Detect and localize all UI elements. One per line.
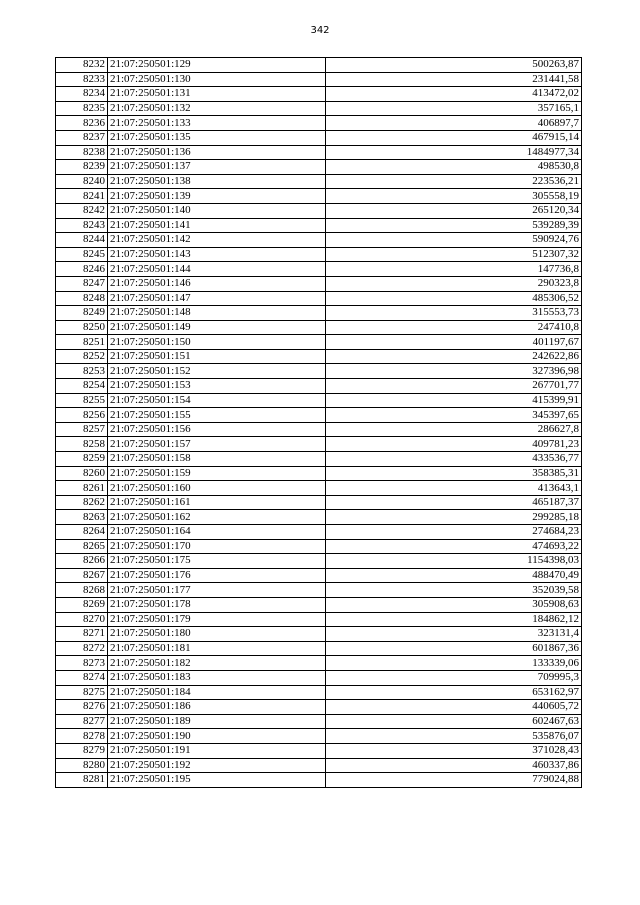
row-number-cell: 8243	[56, 218, 108, 233]
table-row	[56, 773, 582, 788]
value-cell: 352039,58	[326, 583, 582, 598]
row-number-cell: 8278	[56, 729, 108, 744]
table-row	[56, 452, 582, 467]
row-number-cell: 8245	[56, 247, 108, 262]
cadastral-number-cell: 21:07:250501:184	[108, 685, 326, 700]
row-number-cell: 8274	[56, 670, 108, 685]
row-number-cell: 8238	[56, 145, 108, 160]
row-number-cell: 8258	[56, 437, 108, 452]
value-cell: 247410,8	[326, 320, 582, 335]
value-cell: 488470,49	[326, 568, 582, 583]
value-cell: 465187,37	[326, 495, 582, 510]
table-row	[56, 379, 582, 394]
cadastral-number-cell: 21:07:250501:151	[108, 349, 326, 364]
value-cell: 327396,98	[326, 364, 582, 379]
table-row	[56, 218, 582, 233]
table-row	[56, 247, 582, 262]
table-row	[56, 101, 582, 116]
value-cell: 265120,34	[326, 203, 582, 218]
row-number-cell: 8249	[56, 306, 108, 321]
cadastral-number-cell: 21:07:250501:179	[108, 612, 326, 627]
value-cell: 357165,1	[326, 101, 582, 116]
row-number-cell: 8273	[56, 656, 108, 671]
cadastral-number-cell: 21:07:250501:181	[108, 641, 326, 656]
value-cell: 601867,36	[326, 641, 582, 656]
table-row	[56, 58, 582, 73]
value-cell: 267701,77	[326, 379, 582, 394]
cadastral-number-cell: 21:07:250501:154	[108, 393, 326, 408]
table-row	[56, 393, 582, 408]
row-number-cell: 8264	[56, 525, 108, 540]
table-row	[56, 306, 582, 321]
cadastral-number-cell: 21:07:250501:141	[108, 218, 326, 233]
cadastral-number-cell: 21:07:250501:144	[108, 262, 326, 277]
row-number-cell: 8234	[56, 87, 108, 102]
cadastral-number-cell: 21:07:250501:131	[108, 87, 326, 102]
cadastral-number-cell: 21:07:250501:182	[108, 656, 326, 671]
value-cell: 413472,02	[326, 87, 582, 102]
cadastral-number-cell: 21:07:250501:147	[108, 291, 326, 306]
table-row	[56, 160, 582, 175]
table-row	[56, 203, 582, 218]
table-row	[56, 554, 582, 569]
row-number-cell: 8254	[56, 379, 108, 394]
value-cell: 498530,8	[326, 160, 582, 175]
row-number-cell: 8272	[56, 641, 108, 656]
row-number-cell: 8266	[56, 554, 108, 569]
cadastral-number-cell: 21:07:250501:164	[108, 525, 326, 540]
value-cell: 779024,88	[326, 773, 582, 788]
table-body	[56, 58, 582, 788]
row-number-cell: 8253	[56, 364, 108, 379]
value-cell: 415399,91	[326, 393, 582, 408]
value-cell: 242622,86	[326, 349, 582, 364]
cadastral-number-cell: 21:07:250501:149	[108, 320, 326, 335]
value-cell: 413643,1	[326, 481, 582, 496]
row-number-cell: 8257	[56, 422, 108, 437]
cadastral-number-cell: 21:07:250501:153	[108, 379, 326, 394]
row-number-cell: 8261	[56, 481, 108, 496]
value-cell: 590924,76	[326, 233, 582, 248]
table-row	[56, 743, 582, 758]
row-number-cell: 8235	[56, 101, 108, 116]
cadastral-number-cell: 21:07:250501:186	[108, 700, 326, 715]
row-number-cell: 8242	[56, 203, 108, 218]
row-number-cell: 8237	[56, 130, 108, 145]
value-cell: 299285,18	[326, 510, 582, 525]
table-row	[56, 714, 582, 729]
table-row	[56, 72, 582, 87]
row-number-cell: 8239	[56, 160, 108, 175]
cadastral-number-cell: 21:07:250501:180	[108, 627, 326, 642]
row-number-cell: 8268	[56, 583, 108, 598]
value-cell: 474693,22	[326, 539, 582, 554]
table-row	[56, 685, 582, 700]
row-number-cell: 8263	[56, 510, 108, 525]
value-cell: 345397,65	[326, 408, 582, 423]
table-row	[56, 349, 582, 364]
cadastral-number-cell: 21:07:250501:183	[108, 670, 326, 685]
table-row	[56, 291, 582, 306]
table-row	[56, 87, 582, 102]
cadastral-number-cell: 21:07:250501:132	[108, 101, 326, 116]
cadastral-number-cell: 21:07:250501:146	[108, 276, 326, 291]
cadastral-number-cell: 21:07:250501:130	[108, 72, 326, 87]
row-number-cell: 8269	[56, 597, 108, 612]
value-cell: 500263,87	[326, 58, 582, 73]
table-row	[56, 656, 582, 671]
value-cell: 323131,4	[326, 627, 582, 642]
row-number-cell: 8246	[56, 262, 108, 277]
value-cell: 1154398,03	[326, 554, 582, 569]
value-cell: 305908,63	[326, 597, 582, 612]
value-cell: 406897,7	[326, 116, 582, 131]
cadastral-number-cell: 21:07:250501:178	[108, 597, 326, 612]
row-number-cell: 8270	[56, 612, 108, 627]
table-row	[56, 130, 582, 145]
cadastral-number-cell: 21:07:250501:191	[108, 743, 326, 758]
table-row	[56, 495, 582, 510]
table-row	[56, 539, 582, 554]
value-cell: 440605,72	[326, 700, 582, 715]
row-number-cell: 8259	[56, 452, 108, 467]
cadastral-number-cell: 21:07:250501:140	[108, 203, 326, 218]
table-row	[56, 422, 582, 437]
table-row	[56, 583, 582, 598]
cadastral-number-cell: 21:07:250501:159	[108, 466, 326, 481]
cadastral-number-cell: 21:07:250501:136	[108, 145, 326, 160]
table-row	[56, 641, 582, 656]
value-cell: 602467,63	[326, 714, 582, 729]
table-row	[56, 320, 582, 335]
table-row	[56, 612, 582, 627]
row-number-cell: 8248	[56, 291, 108, 306]
value-cell: 535876,07	[326, 729, 582, 744]
value-cell: 409781,23	[326, 437, 582, 452]
table-row	[56, 525, 582, 540]
row-number-cell: 8279	[56, 743, 108, 758]
cadastral-number-cell: 21:07:250501:189	[108, 714, 326, 729]
cadastral-number-cell: 21:07:250501:175	[108, 554, 326, 569]
table-row	[56, 437, 582, 452]
row-number-cell: 8262	[56, 495, 108, 510]
value-cell: 133339,06	[326, 656, 582, 671]
cadastral-number-cell: 21:07:250501:170	[108, 539, 326, 554]
row-number-cell: 8233	[56, 72, 108, 87]
cadastral-number-cell: 21:07:250501:176	[108, 568, 326, 583]
cadastral-number-cell: 21:07:250501:137	[108, 160, 326, 175]
table-row	[56, 233, 582, 248]
table-row	[56, 627, 582, 642]
value-cell: 223536,21	[326, 174, 582, 189]
cadastral-number-cell: 21:07:250501:155	[108, 408, 326, 423]
cadastral-number-cell: 21:07:250501:150	[108, 335, 326, 350]
row-number-cell: 8256	[56, 408, 108, 423]
row-number-cell: 8250	[56, 320, 108, 335]
cadastral-number-cell: 21:07:250501:152	[108, 364, 326, 379]
cadastral-number-cell: 21:07:250501:133	[108, 116, 326, 131]
row-number-cell: 8244	[56, 233, 108, 248]
cadastral-number-cell: 21:07:250501:161	[108, 495, 326, 510]
table-row	[56, 276, 582, 291]
value-cell: 1484977,34	[326, 145, 582, 160]
value-cell: 358385,31	[326, 466, 582, 481]
cadastral-number-cell: 21:07:250501:143	[108, 247, 326, 262]
table-row	[56, 364, 582, 379]
value-cell: 315553,73	[326, 306, 582, 321]
row-number-cell: 8277	[56, 714, 108, 729]
table-row	[56, 189, 582, 204]
cadastral-number-cell: 21:07:250501:160	[108, 481, 326, 496]
value-cell: 286627,8	[326, 422, 582, 437]
cadastral-number-cell: 21:07:250501:135	[108, 130, 326, 145]
row-number-cell: 8280	[56, 758, 108, 773]
table-row	[56, 597, 582, 612]
value-cell: 274684,23	[326, 525, 582, 540]
row-number-cell: 8260	[56, 466, 108, 481]
table-row	[56, 568, 582, 583]
value-cell: 539289,39	[326, 218, 582, 233]
table-row	[56, 335, 582, 350]
cadastral-number-cell: 21:07:250501:192	[108, 758, 326, 773]
cadastral-number-cell: 21:07:250501:148	[108, 306, 326, 321]
value-cell: 305558,19	[326, 189, 582, 204]
value-cell: 371028,43	[326, 743, 582, 758]
cadastral-number-cell: 21:07:250501:162	[108, 510, 326, 525]
value-cell: 512307,32	[326, 247, 582, 262]
value-cell: 184862,12	[326, 612, 582, 627]
row-number-cell: 8281	[56, 773, 108, 788]
value-cell: 467915,14	[326, 130, 582, 145]
table-row	[56, 174, 582, 189]
table-row	[56, 758, 582, 773]
row-number-cell: 8240	[56, 174, 108, 189]
row-number-cell: 8276	[56, 700, 108, 715]
cadastral-number-cell: 21:07:250501:177	[108, 583, 326, 598]
row-number-cell: 8232	[56, 58, 108, 73]
row-number-cell: 8271	[56, 627, 108, 642]
row-number-cell: 8265	[56, 539, 108, 554]
table-row	[56, 116, 582, 131]
table-row	[56, 510, 582, 525]
cadastral-value-table	[55, 57, 582, 788]
row-number-cell: 8251	[56, 335, 108, 350]
row-number-cell: 8267	[56, 568, 108, 583]
table-row	[56, 466, 582, 481]
cadastral-number-cell: 21:07:250501:138	[108, 174, 326, 189]
table-row	[56, 408, 582, 423]
value-cell: 460337,86	[326, 758, 582, 773]
value-cell: 653162,97	[326, 685, 582, 700]
value-cell: 401197,67	[326, 335, 582, 350]
row-number-cell: 8247	[56, 276, 108, 291]
row-number-cell: 8255	[56, 393, 108, 408]
value-cell: 290323,8	[326, 276, 582, 291]
value-cell: 485306,52	[326, 291, 582, 306]
row-number-cell: 8236	[56, 116, 108, 131]
cadastral-number-cell: 21:07:250501:129	[108, 58, 326, 73]
cadastral-number-cell: 21:07:250501:142	[108, 233, 326, 248]
table-row	[56, 729, 582, 744]
table-row	[56, 670, 582, 685]
table-row	[56, 262, 582, 277]
value-cell: 231441,58	[326, 72, 582, 87]
row-number-cell: 8241	[56, 189, 108, 204]
page-number: 342	[310, 25, 330, 36]
value-cell: 433536,77	[326, 452, 582, 467]
cadastral-number-cell: 21:07:250501:139	[108, 189, 326, 204]
table-row	[56, 481, 582, 496]
cadastral-number-cell: 21:07:250501:158	[108, 452, 326, 467]
value-cell: 709995,3	[326, 670, 582, 685]
cadastral-number-cell: 21:07:250501:156	[108, 422, 326, 437]
cadastral-number-cell: 21:07:250501:190	[108, 729, 326, 744]
table-row	[56, 700, 582, 715]
row-number-cell: 8275	[56, 685, 108, 700]
row-number-cell: 8252	[56, 349, 108, 364]
value-cell: 147736,8	[326, 262, 582, 277]
cadastral-number-cell: 21:07:250501:195	[108, 773, 326, 788]
table-row	[56, 145, 582, 160]
cadastral-number-cell: 21:07:250501:157	[108, 437, 326, 452]
